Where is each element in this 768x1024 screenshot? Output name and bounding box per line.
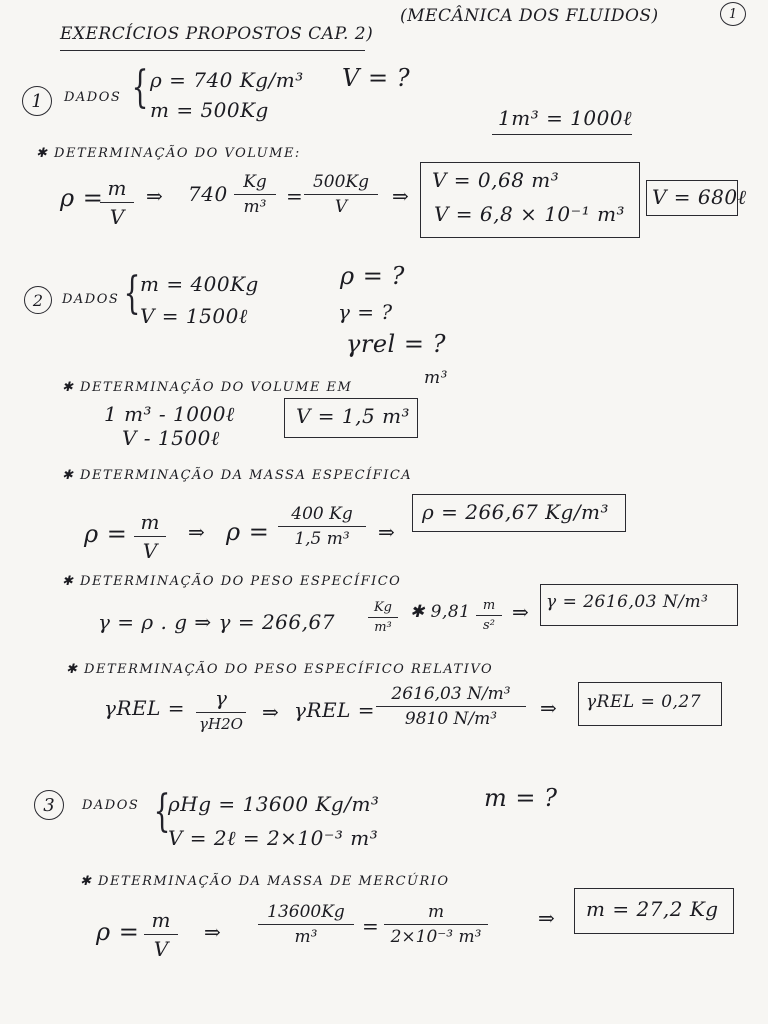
ex1-dados-label: DADOS: [64, 90, 122, 105]
exercise-2-label: 2: [32, 290, 44, 310]
ex1-f-denominator: V: [109, 205, 125, 229]
ex1-result-liters: V = 680ℓ: [652, 185, 747, 209]
ex3-equals: =: [362, 914, 380, 938]
ex1-step-label: ✱ DETERMINAÇÃO DO VOLUME:: [36, 146, 301, 161]
ex3-f-fraction: [144, 908, 178, 961]
ex3-result-mass: m = 27,2 Kg: [586, 897, 719, 921]
ex1-f2-coef: 740: [188, 182, 228, 206]
ex1-f2-denominator: m³: [243, 197, 267, 217]
exercise-1-label: 1: [31, 90, 43, 112]
ex3-arrow-1: ⇒: [204, 920, 222, 944]
ex1-f-lhs: ρ =: [60, 184, 104, 212]
ex1-mass: m = 500Kg: [150, 98, 269, 122]
ex2-s4-denominator: γH2O: [199, 715, 243, 733]
ex2-mass: m = 400Kg: [140, 272, 259, 296]
ex2-s2-lhs: ρ =: [84, 520, 128, 548]
ex2-s2-fraction-2: [278, 504, 366, 549]
ex2-s2-denominator-2: 1,5 m³: [294, 529, 350, 549]
ex3-f2-numerator: 13600Kg: [267, 902, 345, 922]
ex2-s2-numerator: m: [140, 510, 160, 534]
ex1-f3-denominator: V: [334, 197, 348, 217]
ex3-volume: V = 2ℓ = 2×10⁻³ m³: [168, 826, 379, 850]
conversion-underline: [492, 134, 632, 135]
ex3-f-denominator: V: [153, 937, 169, 961]
ex2-step3-label: ✱ DETERMINAÇÃO DO PESO ESPECÍFICO: [62, 574, 402, 589]
ex2-step1-unit: m³: [424, 368, 448, 388]
page-title: EXERCÍCIOS PROPOSTOS CAP. 2): [60, 24, 374, 44]
ex3-f-lhs: ρ =: [96, 918, 140, 946]
ex2-unknown-rho: ρ = ?: [340, 262, 405, 290]
ex1-arrow-2: ⇒: [392, 184, 410, 208]
ex2-s3-numerator-2: m: [482, 598, 496, 613]
ex2-rule-row-2: V - 1500ℓ: [122, 426, 220, 450]
ex2-s3-expression: γ = ρ . g ⇒ γ = 266,67: [98, 610, 335, 634]
ex1-brace: {: [131, 62, 149, 113]
exercise-3-number: [34, 790, 64, 820]
ex1-f-fraction: [100, 176, 134, 229]
ex1-f-numerator: m: [107, 176, 127, 200]
ex2-rule-row-1: 1 m³ - 1000ℓ: [104, 402, 235, 426]
ex1-conversion: 1m³ = 1000ℓ: [498, 106, 632, 130]
ex2-s4-lhs-2: γREL =: [294, 698, 376, 722]
ex1-unknown: V = ?: [342, 64, 411, 92]
ex1-rho: ρ = 740 Kg/m³: [150, 68, 304, 92]
ex2-s2-fraction: [134, 510, 166, 563]
ex2-s3-denominator-2: s²: [483, 618, 495, 633]
ex2-result-rho: ρ = 266,67 Kg/m³: [422, 500, 610, 524]
ex2-result-gamma: γ = 2616,03 N/m³: [546, 592, 709, 612]
ex2-volume: V = 1500ℓ: [140, 304, 248, 328]
title-underline: [60, 50, 365, 51]
ex3-dados-label: DADOS: [82, 798, 140, 813]
ex3-f3-numerator: m: [427, 902, 445, 922]
ex1-arrow-1: ⇒: [146, 184, 164, 208]
ex2-unknown-gamma: γ = ?: [338, 300, 393, 324]
ex1-result-line-1: V = 0,68 m³: [432, 168, 560, 192]
ex2-s2-numerator-2: 400 Kg: [291, 504, 353, 524]
ex2-s4-fraction-2: [376, 684, 526, 729]
exercise-3-label: 3: [43, 794, 55, 816]
ex2-s3-denominator: m³: [374, 620, 392, 635]
ex2-s3-fraction: [368, 600, 398, 635]
page-subtitle: (MECÂNICA DOS FLUIDOS): [400, 6, 659, 26]
ex2-dados-label: DADOS: [62, 292, 120, 307]
ex3-f2-fraction: [258, 902, 354, 947]
ex1-f2-fraction: [234, 172, 276, 217]
ex2-step2-label: ✱ DETERMINAÇÃO DA MASSA ESPECÍFICA: [62, 468, 413, 483]
ex1-f2-numerator: Kg: [243, 172, 267, 192]
ex2-unknown-gamma-rel: γrel = ?: [346, 330, 446, 358]
ex2-s2-denominator: V: [142, 539, 158, 563]
ex3-arrow-2: ⇒: [538, 906, 556, 930]
ex2-s4-arrow: ⇒: [262, 700, 280, 724]
ex3-f3-denominator: 2×10⁻³ m³: [390, 927, 482, 947]
ex1-f3-numerator: 500Kg: [312, 172, 370, 192]
ex2-result-volume: V = 1,5 m³: [296, 404, 411, 428]
ex1-f3-fraction: [304, 172, 378, 217]
ex3-f-numerator: m: [151, 908, 171, 932]
ex3-brace: {: [153, 786, 171, 837]
ex3-unknown: m = ?: [484, 784, 558, 812]
page-number-badge: [720, 2, 746, 26]
ex2-s4-lhs: γREL =: [104, 696, 186, 720]
exercise-2-number: [24, 286, 52, 314]
ex2-s2-arrow-2: ⇒: [378, 520, 396, 544]
exercise-1-number: [22, 86, 52, 116]
ex2-s3-fraction-2: [476, 598, 502, 633]
ex2-s4-fraction: [196, 686, 246, 733]
ex2-step1-label: ✱ DETERMINAÇÃO DO VOLUME EM: [62, 380, 353, 395]
ex1-equals: =: [286, 184, 304, 208]
ex3-step-label: ✱ DETERMINAÇÃO DA MASSA DE MERCÚRIO: [80, 874, 450, 889]
ex2-s4-numerator-2: 2616,03 N/m³: [391, 684, 511, 704]
ex2-step4-label: ✱ DETERMINAÇÃO DO PESO ESPECÍFICO RELATIVO: [66, 662, 494, 677]
ex2-s2-lhs-2: ρ =: [226, 518, 270, 546]
ex2-s4-arrow-2: ⇒: [540, 696, 558, 720]
ex2-s3-arrow: ⇒: [512, 600, 530, 624]
ex2-s4-numerator: γ: [215, 686, 227, 710]
ex2-s3-times: ✱ 9,81: [410, 602, 471, 622]
ex1-result-line-2: V = 6,8 × 10⁻¹ m³: [434, 202, 626, 226]
ex2-s3-numerator: Kg: [373, 600, 393, 615]
ex2-brace: {: [123, 268, 141, 319]
page-number: 1: [728, 6, 738, 22]
ex2-s4-denominator-2: 9810 N/m³: [404, 709, 498, 729]
ex2-result-gamma-rel: γREL = 0,27: [586, 692, 702, 712]
ex3-f2-denominator: m³: [294, 927, 318, 947]
ex3-f3-fraction: [384, 902, 488, 947]
ex3-rho: ρHg = 13600 Kg/m³: [168, 792, 380, 816]
ex2-s2-arrow: ⇒: [188, 520, 206, 544]
